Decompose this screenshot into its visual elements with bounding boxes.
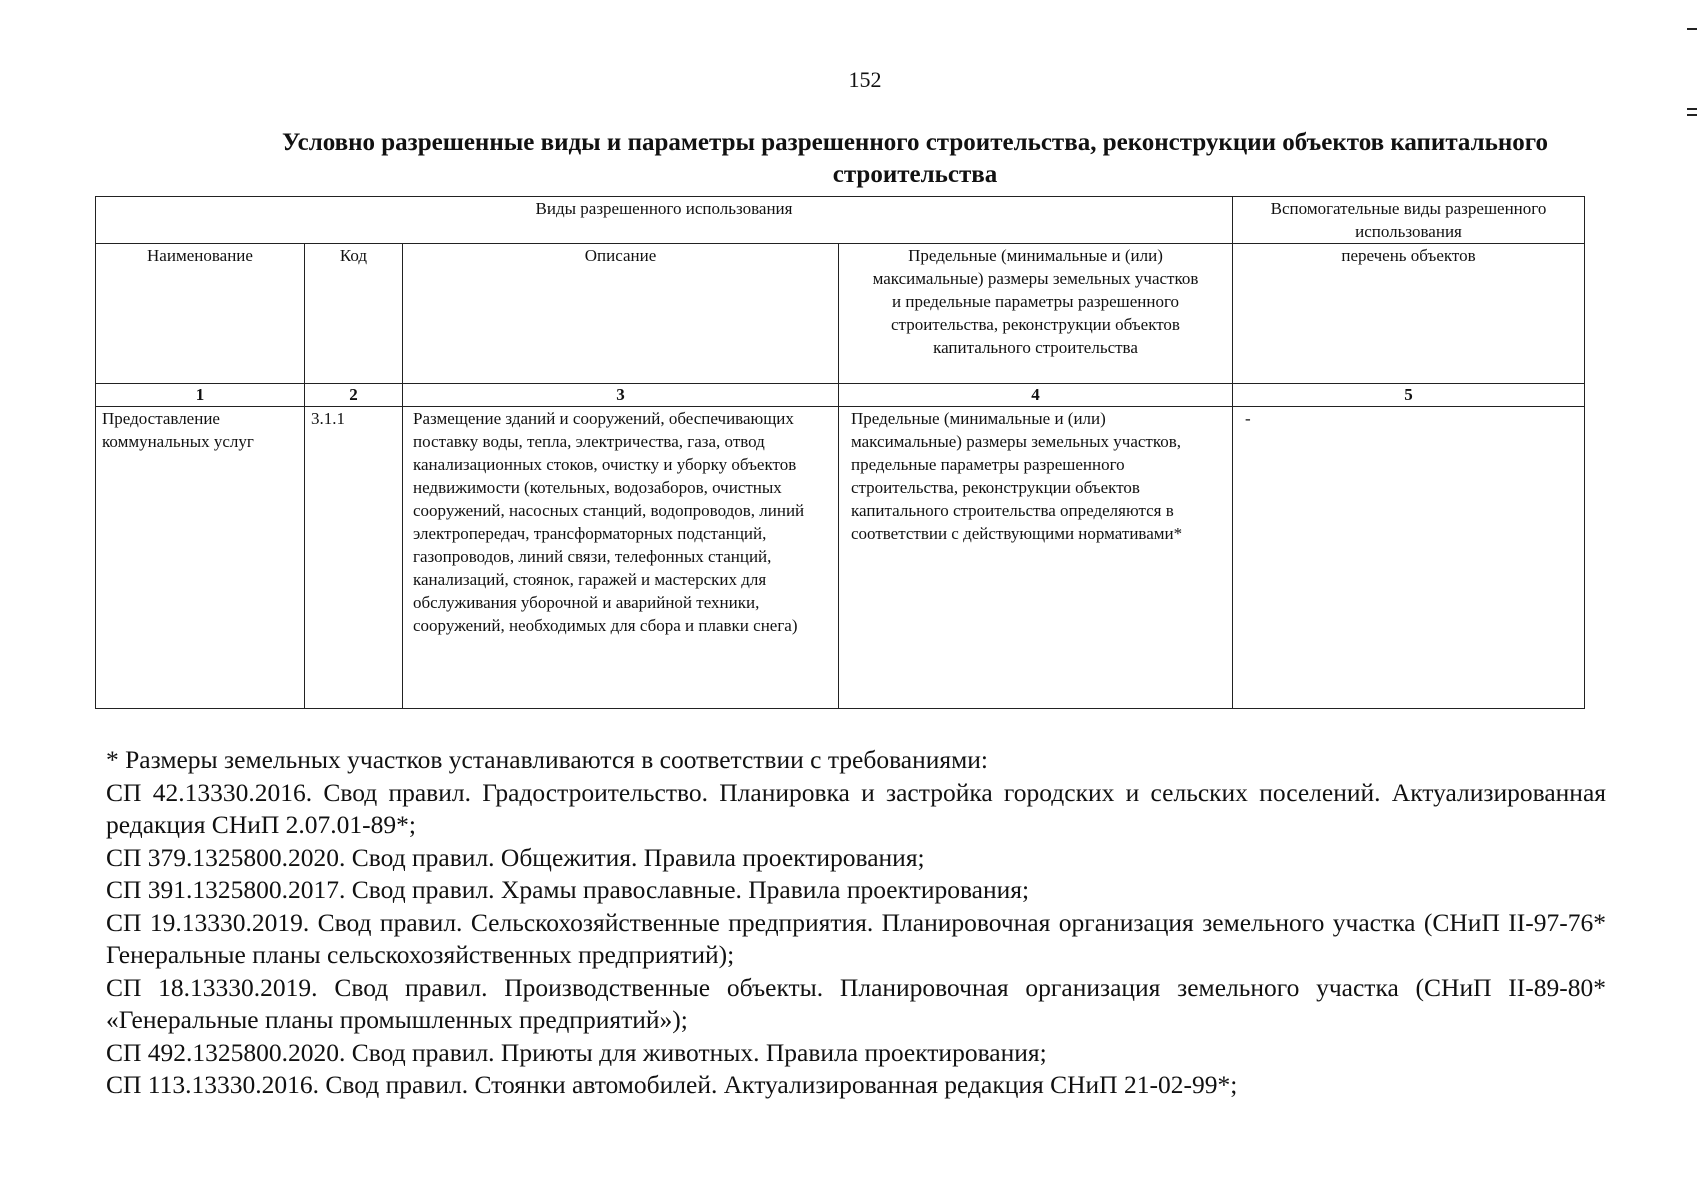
table-row — [96, 407, 1585, 709]
footnote-item: СП 379.1325800.2020. Свод правил. Общежития. Правила проектирования; — [106, 842, 925, 872]
footnote-item: СП 492.1325800.2020. Свод правил. Приюты для животных. Правила проектирования; — [106, 1037, 1047, 1067]
margin-mark — [1687, 28, 1697, 30]
group-header-row — [96, 197, 1585, 244]
cell-limits: Предельные (минимальные и (или) максимальные) размеры земельных участков, предельные параметры разрешенного строительства, реконструкции объектов капитального строительства определяются в соответствии с действующими нормативами* — [839, 407, 1233, 709]
page-number: 152 — [848, 67, 882, 92]
footnote-item: СП 391.1325800.2017. Свод правил. Храмы православные. Правила проектирования; — [106, 875, 1030, 904]
cell-objects: - — [1233, 407, 1585, 709]
footnote-intro: * Размеры земельных участков устанавливаются в соответствии с требованиями: — [106, 745, 988, 774]
cell-description: Размещение зданий и сооружений, обеспечивающих поставку воды, тепла, электричества, газа, отвод канализационных стоков, очистку и уборку объектов недвижимости (котельных, водозаборов, очистных сооружений, насосных станций, водопроводов, линий электропередач, трансформаторных подстанций, газопроводов, линий связи, телефонных станций, канализаций, стоянок, гаражей и мастерских для обслуживания уборочной и аварийной техники, сооружений, необходимых для сбора и плавки снега) — [403, 407, 839, 709]
column-header-description: Описание — [403, 244, 839, 384]
column-number: 2 — [305, 384, 403, 407]
column-header-row — [96, 244, 1585, 384]
permitted-use-table — [95, 196, 1585, 709]
column-number: 5 — [1233, 384, 1585, 407]
cell-name: Предоставление коммунальных услуг — [96, 407, 305, 709]
column-header-limits: Предельные (минимальные и (или) максимальные) размеры земельных участков и предельные параметры разрешенного строительства, реконструкции объектов капитального строительства — [839, 244, 1233, 384]
column-header-code: Код — [305, 244, 403, 384]
footnote-item: СП 19.13330.2019. Свод правил. Сельскохозяйственные предприятия. Планировочная организация земельного участка (СНиП II-97-76* Генеральные планы сельскохозяйственных предприятий); — [106, 907, 1606, 969]
footnote-item: СП 18.13330.2019. Свод правил. Производственные объекты. Планировочная организация земельного участка (СНиП II-89-80* «Генеральные планы промышленных предприятий»); — [106, 972, 1606, 1034]
column-header-name: Наименование — [96, 244, 305, 384]
cell-code: 3.1.1 — [305, 407, 403, 709]
page-title: Условно разрешенные виды и параметры разрешенного строительства, реконструкции объектов капитального строительства — [281, 129, 1549, 188]
group-header-aux: Вспомогательные виды разрешенного использования — [1233, 197, 1585, 244]
footnotes — [106, 744, 1606, 1102]
group-header-main: Виды разрешенного использования — [96, 197, 1233, 244]
column-number: 4 — [839, 384, 1233, 407]
column-header-objects: перечень объектов — [1233, 244, 1585, 384]
footnote-item: СП 113.13330.2016. Свод правил. Стоянки автомобилей. Актуализированная редакция СНиП 21-02-99*; — [106, 1070, 1238, 1099]
column-number: 1 — [96, 384, 305, 407]
margin-mark — [1687, 114, 1697, 116]
column-number-row — [96, 384, 1585, 407]
footnote-item: СП 42.13330.2016. Свод правил. Градостроительство. Планировка и застройка городских и сельских поселений. Актуализированная редакция СНиП 2.07.01-89*; — [106, 777, 1606, 839]
margin-mark — [1687, 108, 1697, 110]
column-number: 3 — [403, 384, 839, 407]
